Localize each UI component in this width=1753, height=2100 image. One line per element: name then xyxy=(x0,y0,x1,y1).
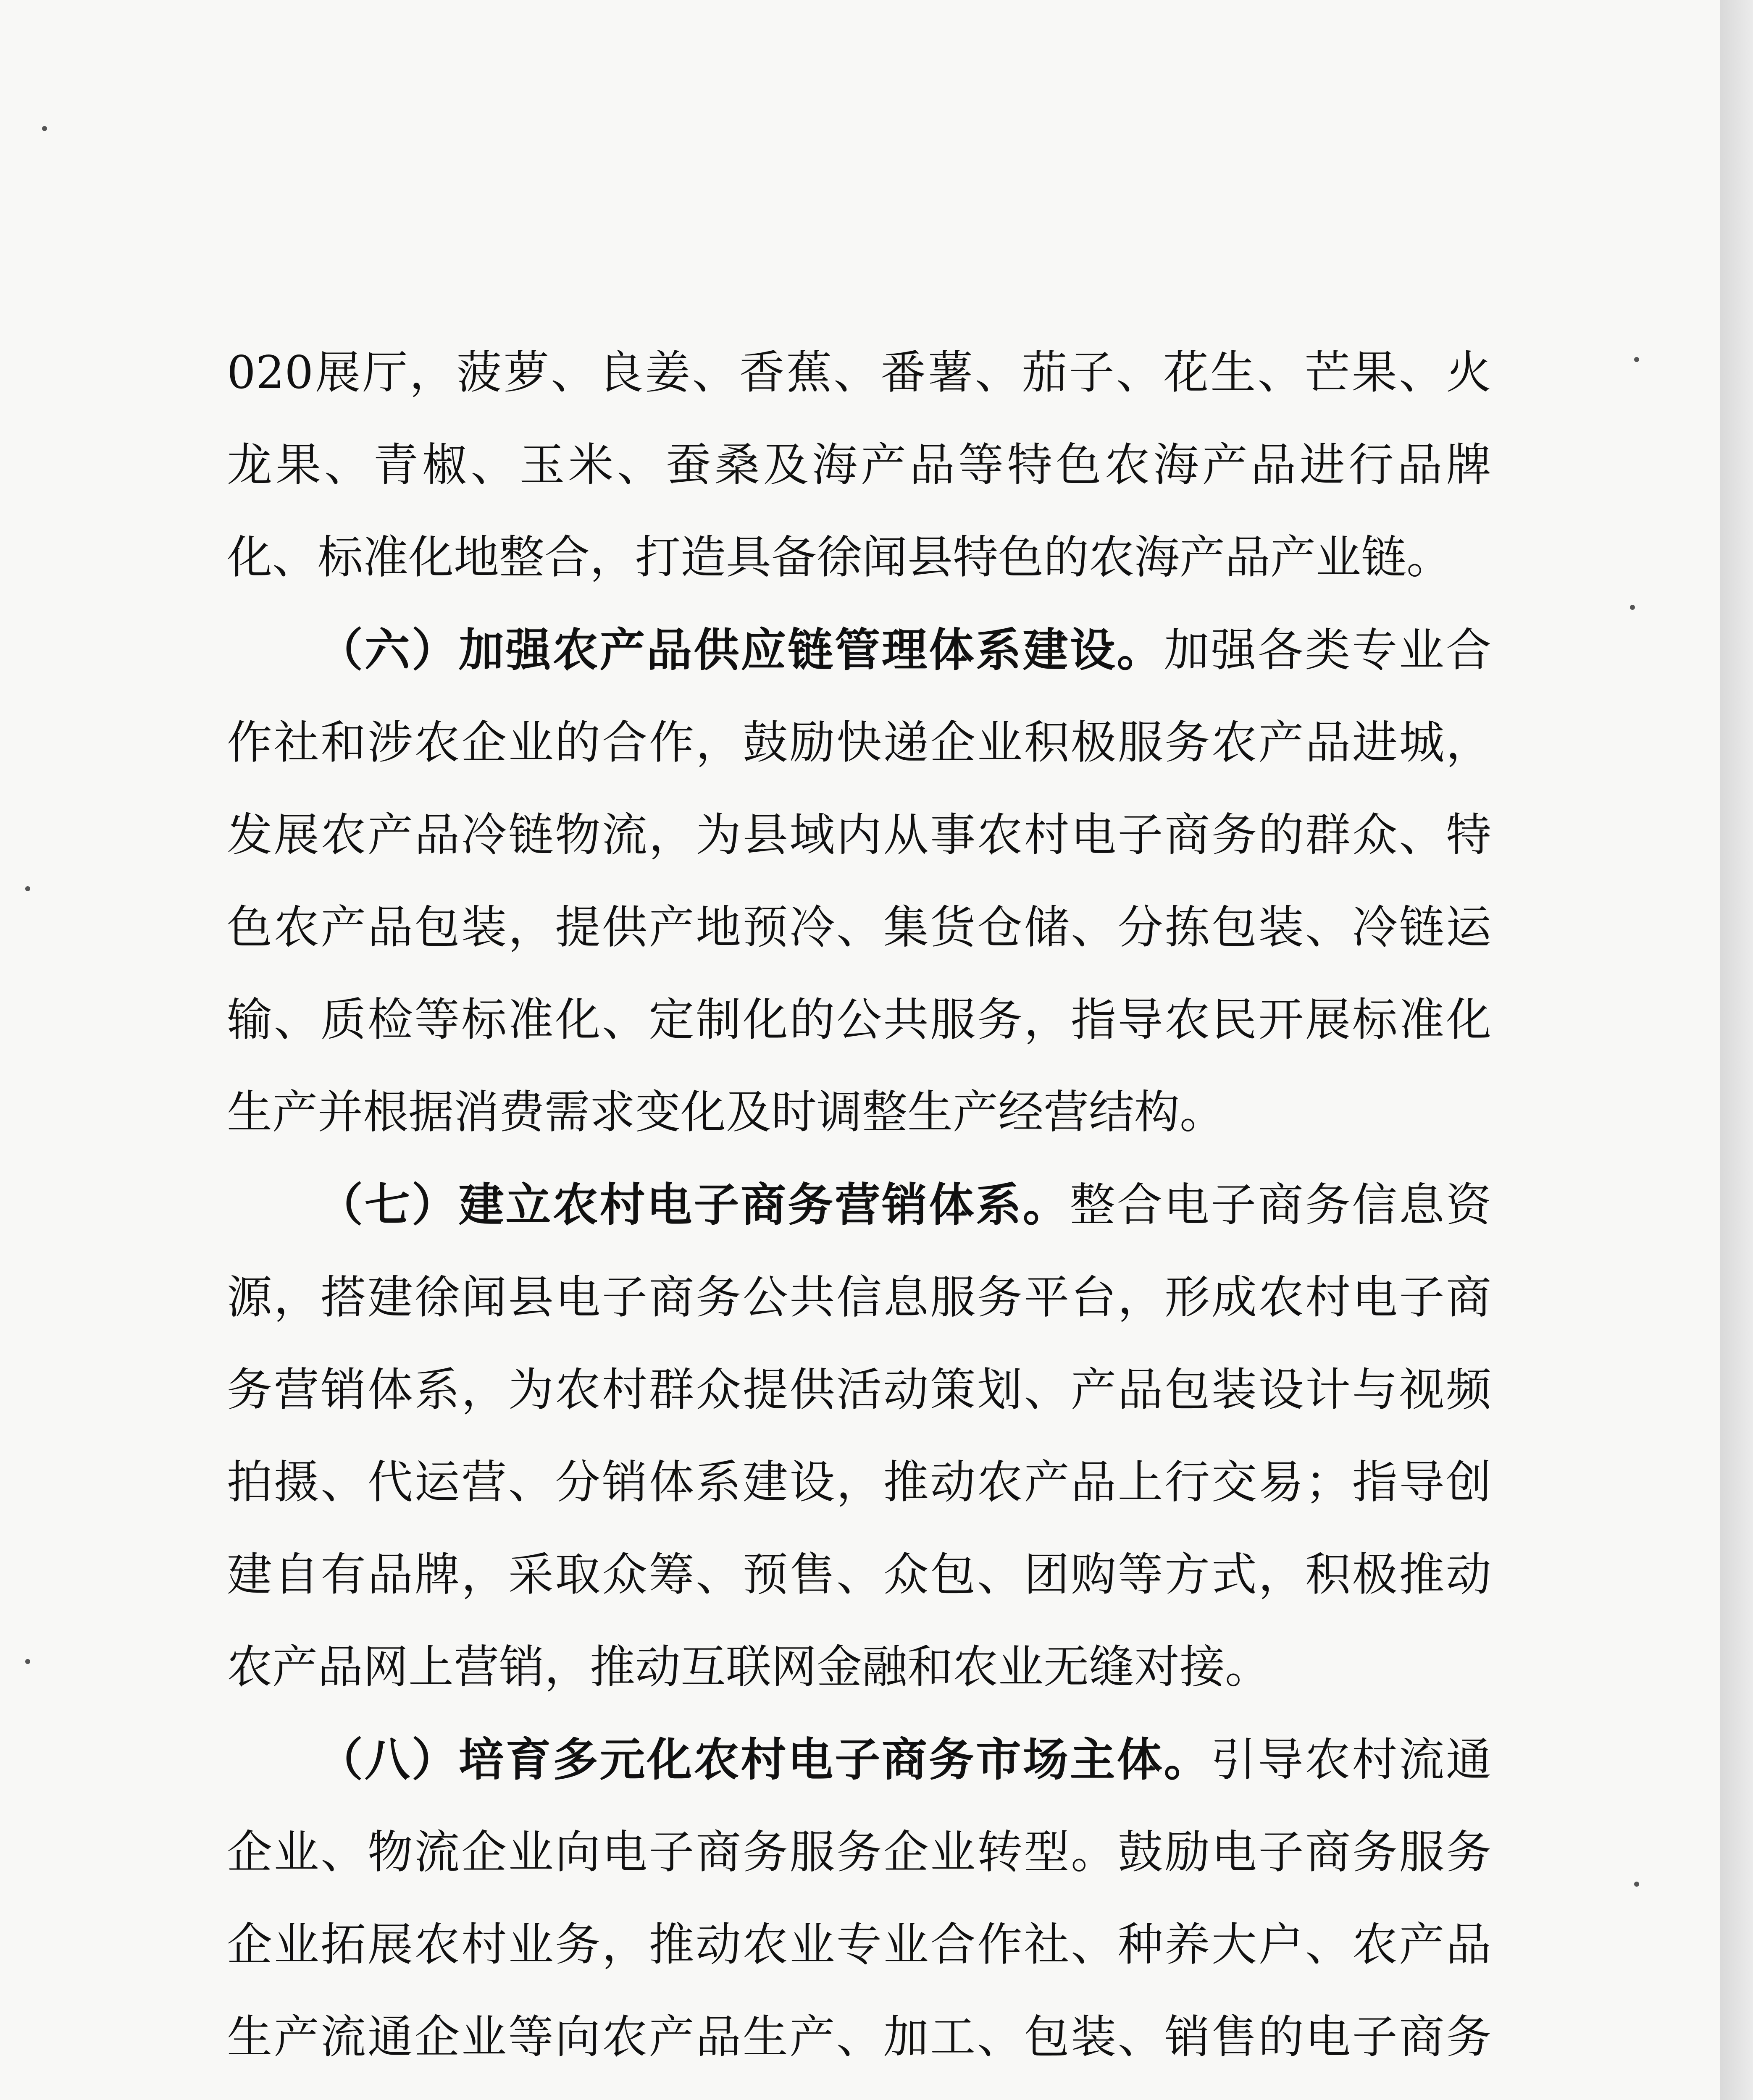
paragraph-heading: （六）加强农产品供应链管理体系建设。 xyxy=(318,624,1164,677)
scan-speck xyxy=(1630,605,1635,610)
paragraph-continuation: 020展厅，菠萝、良姜、香蕉、番薯、茄子、花生、芒果、火龙果、青椒、玉米、蚕桑及海产品等特色农海产品进行品牌化、标准化地整合，打造具备徐闻县特色的农海产品产业链。 xyxy=(227,346,1491,584)
paragraph-marketing-system xyxy=(227,1159,1491,1714)
paragraph-text: 加强各类专业合作社和涉农企业的合作，鼓励快递企业积极服务农产品进城，发展农产品冷链物流，为县域内从事农村电子商务的群众、特色农产品包装，提供产地预冷、集货仓储、分拣包装、冷链运输、质检等标准化、定制化的公共服务，指导农民开展标准化生产并根据消费需求变化及时调整生产经营结构。 xyxy=(227,624,1491,1139)
paragraph-heading: （八）培育多元化农村电子商务市场主体。 xyxy=(318,1733,1211,1786)
scan-speck xyxy=(1634,1882,1639,1887)
paragraph-heading: （七）建立农村电子商务营销体系。 xyxy=(318,1179,1070,1231)
paragraph-market-entities xyxy=(227,1714,1491,2100)
paragraph-text: 整合电子商务信息资源，搭建徐闻县电子商务公共信息服务平台，形成农村电子商务营销体系，为农村群众提供活动策划、产品包装设计与视频拍摄、代运营、分销体系建设，推动农产品上行交易；指导创建自有品牌，采取众筹、预售、众包、团购等方式，积极推动农产品网上营销，推动互联网金融和农业无缝对接。 xyxy=(227,1179,1491,1693)
scan-speck xyxy=(25,1659,30,1664)
document-body xyxy=(227,327,1491,2100)
scan-edge xyxy=(1720,0,1753,2100)
scan-speck xyxy=(25,886,30,891)
paragraph-text: 引导农村流通企业、物流企业向电子商务服务企业转型。鼓励电子商务服务企业拓展农村业务，推动农业专业合作社、种养大户、农产品生产流通企业等向农产品生产、加工、包装、销售的电子商务 xyxy=(227,1734,1491,2063)
scan-speck xyxy=(42,126,47,131)
paragraph-supply-chain xyxy=(227,604,1491,1159)
scan-speck xyxy=(1634,357,1639,362)
